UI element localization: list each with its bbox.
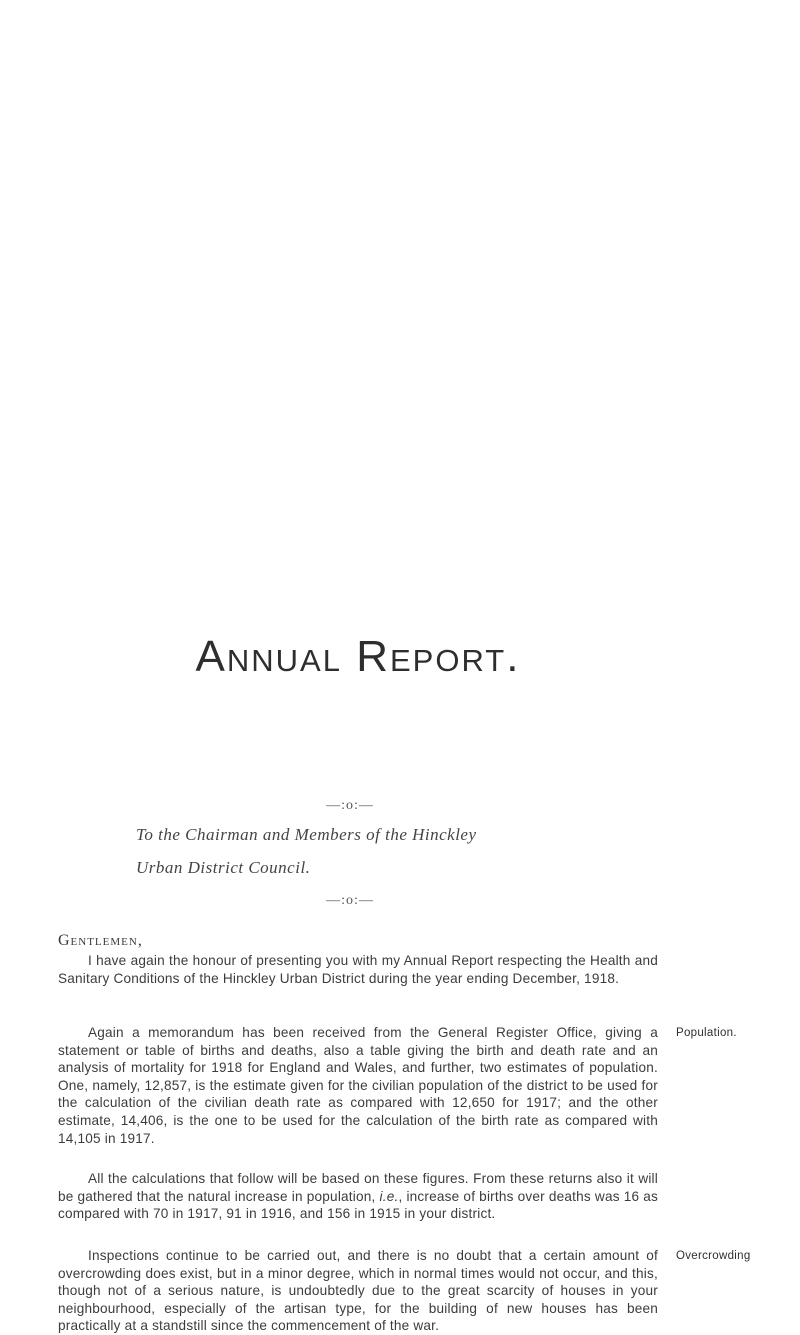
address-line-2: Urban District Council.	[136, 858, 311, 877]
separator-ornament: —:o:—	[326, 798, 374, 813]
salutation: Gentlemen,	[58, 932, 143, 949]
margin-note-population: Population.	[676, 1027, 737, 1039]
paragraph-intro: I have again the honour of presenting you with my Annual Report respecting the Health and Sanitary Conditions of the Hinckley Urban District during the year ending December, 1918.	[58, 953, 658, 986]
paragraph-natural-increase	[58, 1170, 658, 1223]
paragraph-text: All the calculations that follow will be based on these figures. From these returns also it will be gathered that the natural increase in population,	[58, 1171, 658, 1204]
report-title: Annual Report.	[195, 632, 521, 681]
paragraph-text: , increase of births over deaths was 16 as compared with 70 in 1917, 91 in 1916, and 156 in 1915 in your district.	[58, 1188, 659, 1222]
italic-abbreviation: i.e.	[379, 1188, 399, 1204]
separator-ornament: —:o:—	[326, 893, 374, 908]
margin-note-overcrowding: Overcrowding	[676, 1250, 751, 1262]
paragraph-population: Again a memorandum has been received from the General Register Office, giving a statement or table of births and deaths, also a table giving the birth and death rate and an analysis of mortality for 1918 for England and Wales, and further, two estimates of population. One, namely, 12,857, is the estimate given for the civilian population of the district to be used for the calculation of the civilian death rate as compared with 12,650 for 1917; and the other estimate, 14,406, is the one to be used for the calculation of the birth rate as compared with 14,105 in 1917.	[58, 1025, 658, 1146]
address-line-1: To the Chairman and Members of the Hinckley	[136, 825, 477, 844]
paragraph-overcrowding: Inspections continue to be carried out, and there is no doubt that a certain amount of overcrowding does exist, but in a minor degree, which in normal times would not occur, and this, though not of a serious nature, is undoubtedly due to the great scarcity of houses in your neighbourhood, especially of the artisan type, for the building of new houses has been practically at a standstill since the commencement of the war.	[58, 1248, 658, 1334]
